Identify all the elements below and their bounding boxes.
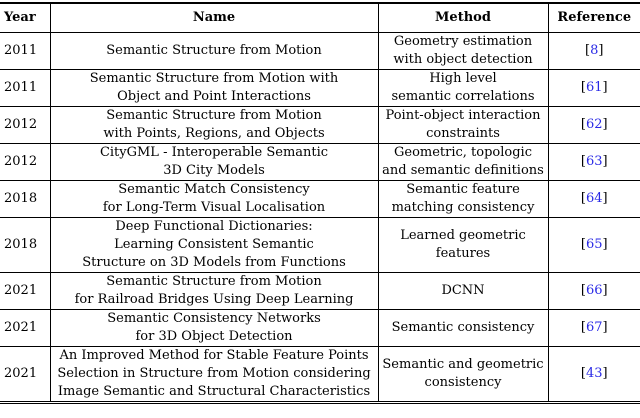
citation-link[interactable]: 64 <box>585 191 603 206</box>
citation-link[interactable]: 63 <box>585 154 603 169</box>
method-line: constraints <box>426 126 500 141</box>
cell-year: 2018 <box>0 181 50 218</box>
references-table <box>0 2 640 404</box>
cell-name <box>50 144 378 181</box>
table-body <box>0 33 640 403</box>
cell-name <box>50 70 378 107</box>
name-line: Selection in Structure from Motion considering <box>57 366 371 381</box>
cell-name <box>50 107 378 144</box>
name-line: Semantic Structure from Motion <box>106 274 322 289</box>
table-row <box>0 33 640 70</box>
name-line: CityGML - Interoperable Semantic <box>99 145 329 160</box>
citation-link[interactable]: 66 <box>585 283 603 298</box>
table-header <box>0 3 640 33</box>
name-line: with Points, Regions, and Objects <box>103 126 325 141</box>
cell-method <box>378 70 548 107</box>
name-line: Deep Functional Dictionaries: <box>115 219 313 234</box>
name-line: Image Semantic and Structural Characteristics <box>57 384 371 399</box>
cell-name <box>50 273 378 310</box>
citation-link[interactable]: 8 <box>590 43 599 58</box>
method-line: Geometry estimation <box>393 34 533 49</box>
method-line: DCNN <box>441 283 485 298</box>
method-line: Semantic consistency <box>391 320 535 335</box>
name-line: An Improved Method for Stable Feature Points <box>59 348 369 363</box>
header-method: Method <box>378 3 548 33</box>
cell-method <box>378 347 548 403</box>
method-line: Semantic and geometric <box>382 357 544 372</box>
citation-link[interactable]: 61 <box>585 80 603 95</box>
citation-link[interactable]: 67 <box>585 320 603 335</box>
cell-name <box>50 218 378 273</box>
method-line: Geometric, topologic <box>393 145 532 160</box>
cell-method <box>378 310 548 347</box>
cell-year: 2021 <box>0 310 50 347</box>
method-line: features <box>435 246 491 261</box>
header-year: Year <box>0 3 50 33</box>
cell-reference: [43] <box>548 347 640 403</box>
name-line: Semantic Match Consistency <box>118 182 310 197</box>
cell-name <box>50 181 378 218</box>
cell-name <box>50 347 378 403</box>
table-row <box>0 70 640 107</box>
citation-link[interactable]: 65 <box>585 237 603 252</box>
method-line: and semantic definitions <box>382 163 544 178</box>
table-row <box>0 273 640 310</box>
cell-reference: [66] <box>548 273 640 310</box>
cell-reference: [65] <box>548 218 640 273</box>
name-line: for 3D Object Detection <box>135 329 293 344</box>
name-line: 3D City Models <box>163 163 265 178</box>
name-line: Semantic Consistency Networks <box>107 311 321 326</box>
method-line: High level <box>429 71 497 86</box>
name-line: Structure on 3D Models from Functions <box>82 255 346 270</box>
cell-method <box>378 181 548 218</box>
cell-reference: [67] <box>548 310 640 347</box>
name-line: Object and Point Interactions <box>117 89 311 104</box>
header-name: Name <box>50 3 378 33</box>
cell-year: 2018 <box>0 218 50 273</box>
cell-reference: [61] <box>548 70 640 107</box>
name-line: Semantic Structure from Motion <box>106 43 322 58</box>
citation-link[interactable]: 62 <box>585 117 603 132</box>
cell-year: 2021 <box>0 347 50 403</box>
method-line: Semantic feature <box>406 182 520 197</box>
method-line: with object detection <box>393 52 533 67</box>
cell-reference: [8] <box>548 33 640 70</box>
method-line: Point-object interaction <box>385 108 541 123</box>
method-line: semantic correlations <box>391 89 535 104</box>
method-line: Learned geometric <box>400 228 526 243</box>
name-line: for Long-Term Visual Localisation <box>102 200 326 215</box>
cell-method <box>378 144 548 181</box>
cell-name <box>50 33 378 70</box>
cell-year: 2021 <box>0 273 50 310</box>
name-line: for Railroad Bridges Using Deep Learning <box>74 292 354 307</box>
table-row <box>0 218 640 273</box>
method-line: matching consistency <box>391 200 535 215</box>
cell-name <box>50 310 378 347</box>
name-line: Semantic Structure from Motion <box>106 108 322 123</box>
cell-reference: [64] <box>548 181 640 218</box>
cell-method <box>378 273 548 310</box>
table-row <box>0 144 640 181</box>
cell-method <box>378 33 548 70</box>
name-line: Learning Consistent Semantic <box>114 237 314 252</box>
table-row <box>0 107 640 144</box>
name-line: Semantic Structure from Motion with <box>89 71 339 86</box>
cell-method <box>378 218 548 273</box>
cell-method <box>378 107 548 144</box>
table-row <box>0 310 640 347</box>
table-row <box>0 181 640 218</box>
cell-year: 2012 <box>0 107 50 144</box>
citation-link[interactable]: 43 <box>585 366 603 381</box>
cell-reference: [62] <box>548 107 640 144</box>
method-line: consistency <box>424 375 502 390</box>
table-row <box>0 347 640 403</box>
cell-reference: [63] <box>548 144 640 181</box>
cell-year: 2011 <box>0 70 50 107</box>
cell-year: 2012 <box>0 144 50 181</box>
cell-year: 2011 <box>0 33 50 70</box>
header-reference: Reference <box>548 3 640 33</box>
header-row <box>0 3 640 33</box>
